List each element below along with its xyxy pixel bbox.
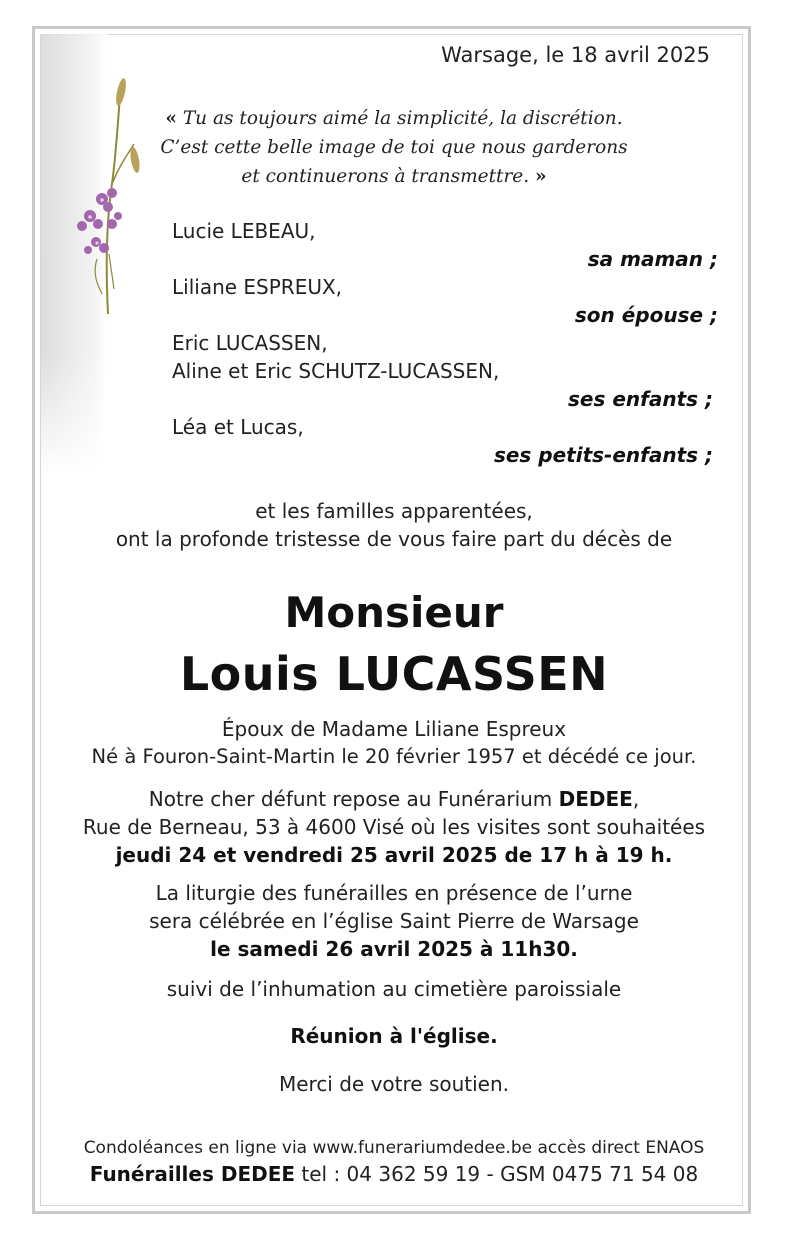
visitation-line-1 [0,787,788,811]
visitation-dates: jeudi 24 et vendredi 25 avril 2025 de 17 h à 19 h. [115,843,673,867]
memorial-quote [0,104,788,191]
quote-line-2: C’est cette belle image de toi que nous garderons [160,137,628,158]
visitation-text: Notre cher défunt repose au Funérarium [148,787,559,811]
contact-line [0,1162,788,1186]
family-relation: ses petits-enfants ; [493,443,713,467]
quote-line-1 [0,104,788,133]
company-name: Funérailles DEDEE [89,1162,296,1186]
thanks-line: Merci de votre soutien. [278,1072,510,1096]
quote-close-mark: » [535,166,547,187]
family-relation: sa maman ; [587,247,718,271]
contact-phones: tel : 04 362 59 19 - GSM 0475 71 54 08 [295,1162,699,1186]
reunion-line: Réunion à l'église. [290,1024,498,1048]
family-name: Léa et Lucas, [172,415,304,439]
date-line: Warsage, le 18 avril 2025 [441,43,710,67]
announcement-line-2: ont la profonde tristesse de vous faire part du décès de [115,527,673,551]
funeral-line-1: La liturgie des funérailles en présence de l’urne [155,881,633,905]
burial-line: suivi de l’inhumation au cimetière paroissiale [166,977,622,1001]
announcement-line-1: et les familles apparentées, [255,499,533,523]
deceased-title: Monsieur [284,588,504,637]
family-relation: son épouse ; [574,303,718,327]
quote-open-mark: « [165,108,177,129]
family-name: Aline et Eric SCHUTZ-LUCASSEN, [172,359,500,383]
funerarium-name: DEDEE [558,787,633,811]
family-name: Lucie LEBEAU, [172,219,316,243]
funeral-date: le samedi 26 avril 2025 à 11h30. [210,937,578,961]
visitation-line-2: Rue de Berneau, 53 à 4600 Visé où les visites sont souhaitées [82,815,706,839]
condolences-line: Condoléances en ligne via www.funerariumdedee.be accès direct ENAOS [83,1138,705,1158]
quote-line-3 [0,162,788,191]
deceased-name: Louis LUCASSEN [179,647,609,701]
family-name: Eric LUCASSEN, [172,331,328,355]
quote-text-1: Tu as toujours aimé la simplicité, la discrétion. [182,108,623,129]
quote-text-3: et continuerons à transmettre. [241,166,530,187]
family-name: Liliane ESPREUX, [172,275,343,299]
funeral-line-2: sera célébrée en l’église Saint Pierre de Warsage [149,909,639,933]
birth-line: Né à Fouron-Saint-Martin le 20 février 1957 et décédé ce jour. [91,745,697,768]
visitation-comma: , [632,787,640,811]
family-relation: ses enfants ; [568,387,713,411]
spouse-line: Époux de Madame Liliane Espreux [221,717,567,741]
